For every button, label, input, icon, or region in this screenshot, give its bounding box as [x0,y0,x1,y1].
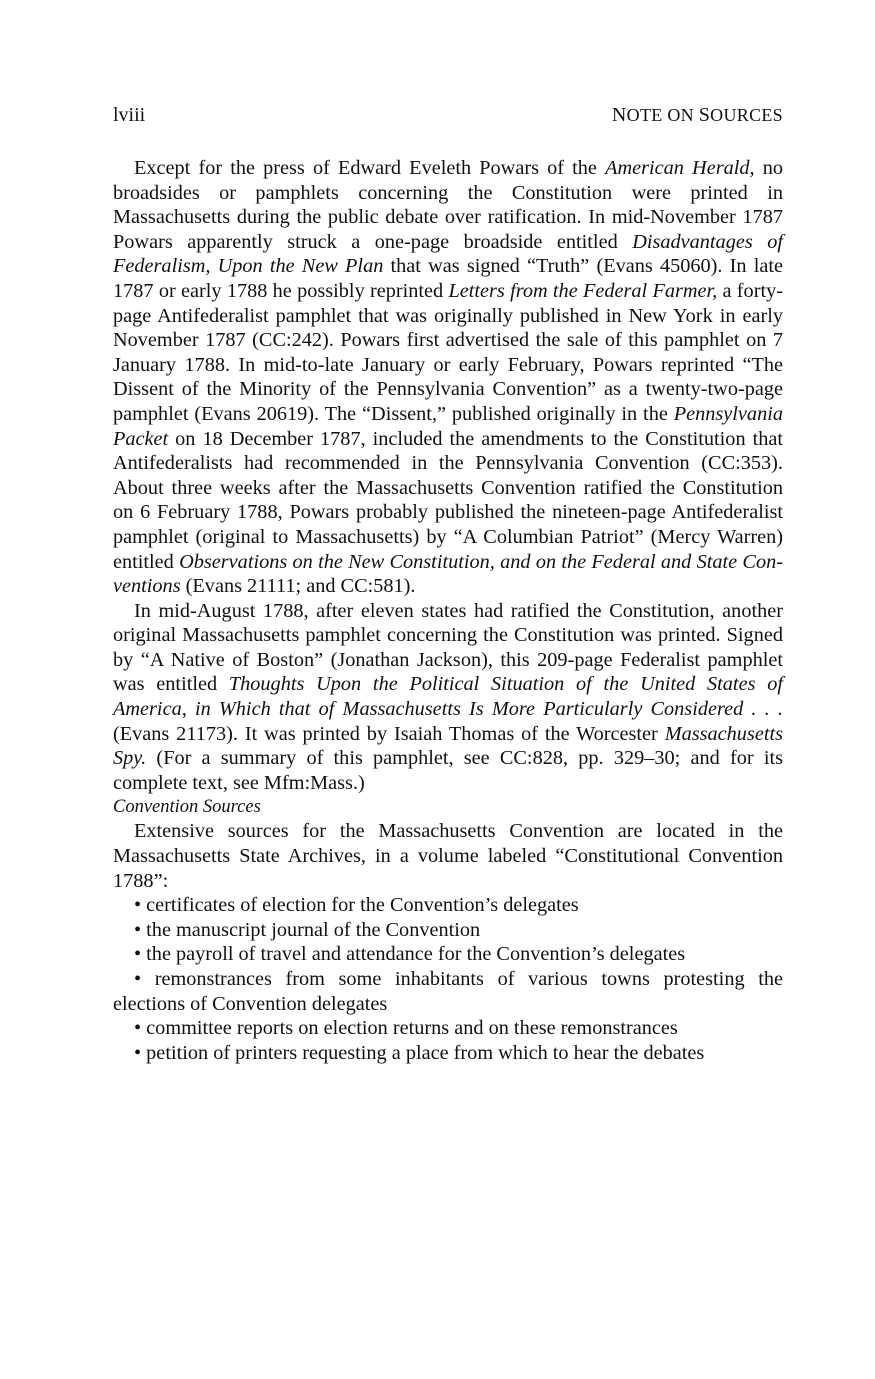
section-title [612,104,783,127]
pamphlet-title: Letters from the Federal Farmer, [448,279,718,302]
paragraph-convention-sources: Extensive sources for the Massachusetts Convention are located in the Massachusetts State Archives, in a volume labeled “Constitutional Convention 1788”: [113,820,783,892]
list-item: • remonstrances from some inhabitants of various towns protesting the elections of Convention delegates [113,968,783,1015]
list-item: • the payroll of travel and attendance for the Convention’s delegates [134,943,686,966]
list-item: • committee reports on election returns and on these remonstrances [134,1017,678,1040]
section-title-part: OURCES [710,105,783,125]
newspaper-title: Pennsylvania Packet [113,402,783,450]
section-title-initial: S [698,104,711,126]
body-text [113,156,783,1065]
newspaper-title: American Herald, [605,157,755,179]
subheading-convention-sources: Convention Sources [113,797,261,818]
list-item: • petition of printers requesting a place from which to hear the debates [134,1041,705,1064]
paragraph-pamphlets-powars: Except for the press of Edward Eveleth Powars of the American Herald, no broadsides or pamphlets concerning the Constitution were printed in Massachusetts during the public debate over ratification. In mid-November 1787 Powars apparently struck a one-page broadside entitled Disadvantages of Federalism, Upon the New Plan that was signed “Truth” (Evans 45060). In late 1787 or early 1788 he possibly reprinted Letters from the Federal Farmer, a forty-page Antifederalist pamphlet that was originally published in New York in early November 1787 (CC:242). Powars first advertised the sale of this pamphlet on 7 January 1788. In mid-to-late January or early February, Powars reprinted “The Dissent of the Minority of the Pennsylvania Convention” as a twenty-two-page pamphlet (Evans 20619). The “Dissent,” published originally in the Pennsylvania Packet on 18 December 1787, included the amendments to the Constitution that Antifederalists had recommended in the Pennsylvania Convention (CC:353). About three weeks after the Massachusetts Convention ratified the Constitution on 6 February 1788, Powars probably published the nineteen-page Antifederalist pamphlet (original to Massachusetts) by “A Columbian Patriot” (Mercy Warren) entitled Observations on the New Constitution, and on the Federal and State Conventions (Evans 21111; and CC:581). [113,157,784,598]
section-title-initial: N [611,104,627,126]
pamphlet-title: Thoughts Upon the Political Situation of the United States of America, in Which that of Massachusetts Is More Particularly Considered . . . [113,673,783,721]
section-title-part: OTE ON [626,105,699,125]
list-item: • certificates of election for the Convention’s delegates [134,894,579,917]
page-number: lviii [113,104,146,126]
paragraph-native-of-boston: In mid-August 1788, after eleven states had ratified the Constitution, another original Massachusetts pamphlet concerning the Constitution was printed. Signed by “A Native of Boston” (Jonathan Jackson), this 209-page Federalist pamphlet was entitled Thoughts Upon the Political Situation of the United States of America, in Which that of Massachusetts Is More Particularly Considered . . . (Evans 21173). It was printed by Isaiah Thomas of the Worcester Massachusetts Spy. (For a summary of this pamphlet, see CC:828, pp. 329–30; and for its complete text, see Mfm:Mass.) [113,599,783,794]
newspaper-title: Massachusetts Spy. [113,722,783,770]
pamphlet-title: Observations on the New Constitution, and on the Federal and State Conventions [113,550,783,598]
running-head [113,104,783,132]
broadside-title: Disadvantages of Federalism, Upon the New Plan [113,230,783,278]
list-item: • the manuscript journal of the Convention [134,918,481,941]
